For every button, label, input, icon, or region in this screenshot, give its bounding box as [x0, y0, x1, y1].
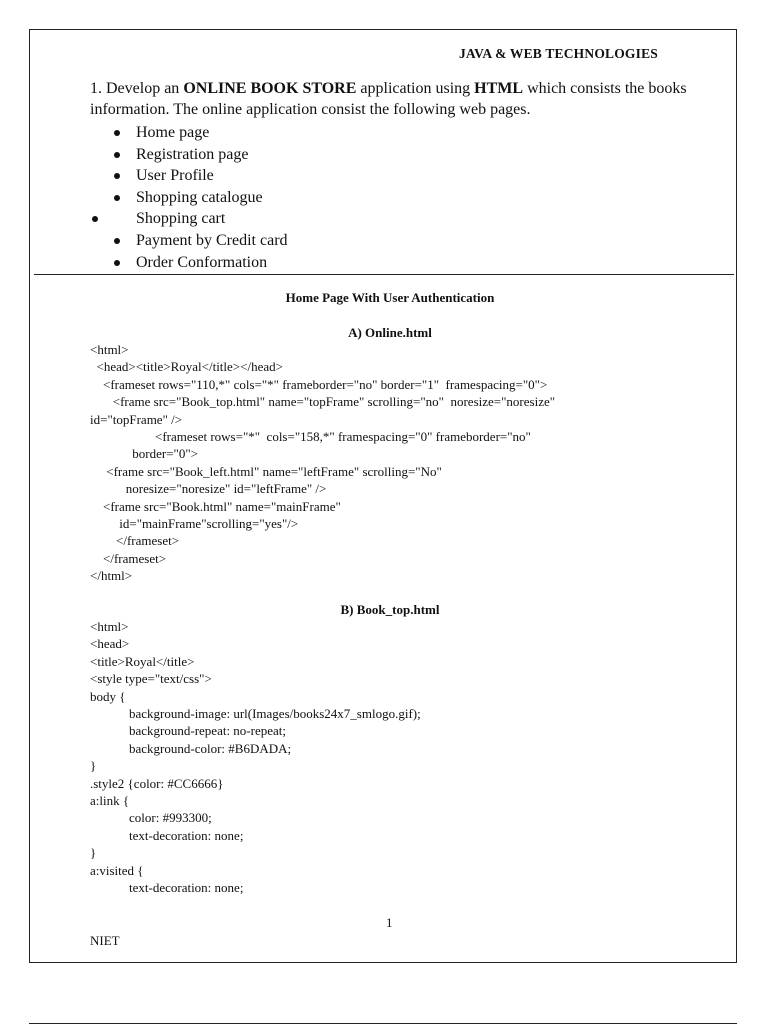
task-statement — [90, 78, 690, 120]
task-bold-html: HTML — [474, 80, 524, 97]
list-item: Home page — [90, 122, 288, 144]
file-b-code: <html> <head> <title>Royal</title> <style type="text/css"> body { background-image: url(Images/books24x7_smlogo.gif); background-repeat: no-repeat; background-color: #B6DADA; } .style2 {color: #CC6666} a:link { color: #993300; text-decoration: none; } a:visited { text-decoration: none; — [90, 619, 421, 896]
task-number: 1. — [90, 80, 102, 97]
task-bold-app: ONLINE BOOK STORE — [183, 80, 357, 97]
divider — [34, 274, 734, 275]
file-b-title: B) Book_top.html — [340, 602, 440, 617]
document-header: JAVA & WEB TECHNOLOGIES — [458, 46, 658, 61]
file-a-title: A) Online.html — [348, 325, 432, 340]
list-item: User Profile — [90, 165, 288, 187]
section-heading: Home Page With User Authentication — [285, 290, 495, 305]
task-text-3: which consists the books information. The online application consist the following web pages. — [90, 80, 687, 118]
page-number: 1 — [386, 915, 393, 930]
list-item: Payment by Credit card — [90, 230, 288, 252]
pages-list — [90, 122, 288, 273]
list-item: Shopping cart — [90, 208, 288, 230]
task-text-1: Develop an — [102, 80, 184, 97]
footer-institution: NIET — [90, 933, 120, 948]
task-text-2: application using — [356, 80, 475, 97]
list-item: Shopping catalogue — [90, 187, 288, 209]
file-a-code: <html> <head><title>Royal</title></head> <frameset rows="110,*" cols="*" frameborder="no" border="1" framespacing="0"> <frame src="Book_top.html" name="topFrame" scrolling="no" noresize="noresize" id="topFrame" /> <frameset rows="*" cols="158,*" framespacing="0" frameborder="no" border="0"> <frame src="Book_left.html" name="leftFrame" scrolling="No" noresize="noresize" id="leftFrame" /> <frame src="Book.html" name="mainFrame" id="mainFrame"scrolling="yes"/> </frameset> </frameset> </html> — [90, 342, 556, 584]
list-item: Order Conformation — [90, 252, 288, 274]
list-item: Registration page — [90, 144, 288, 166]
